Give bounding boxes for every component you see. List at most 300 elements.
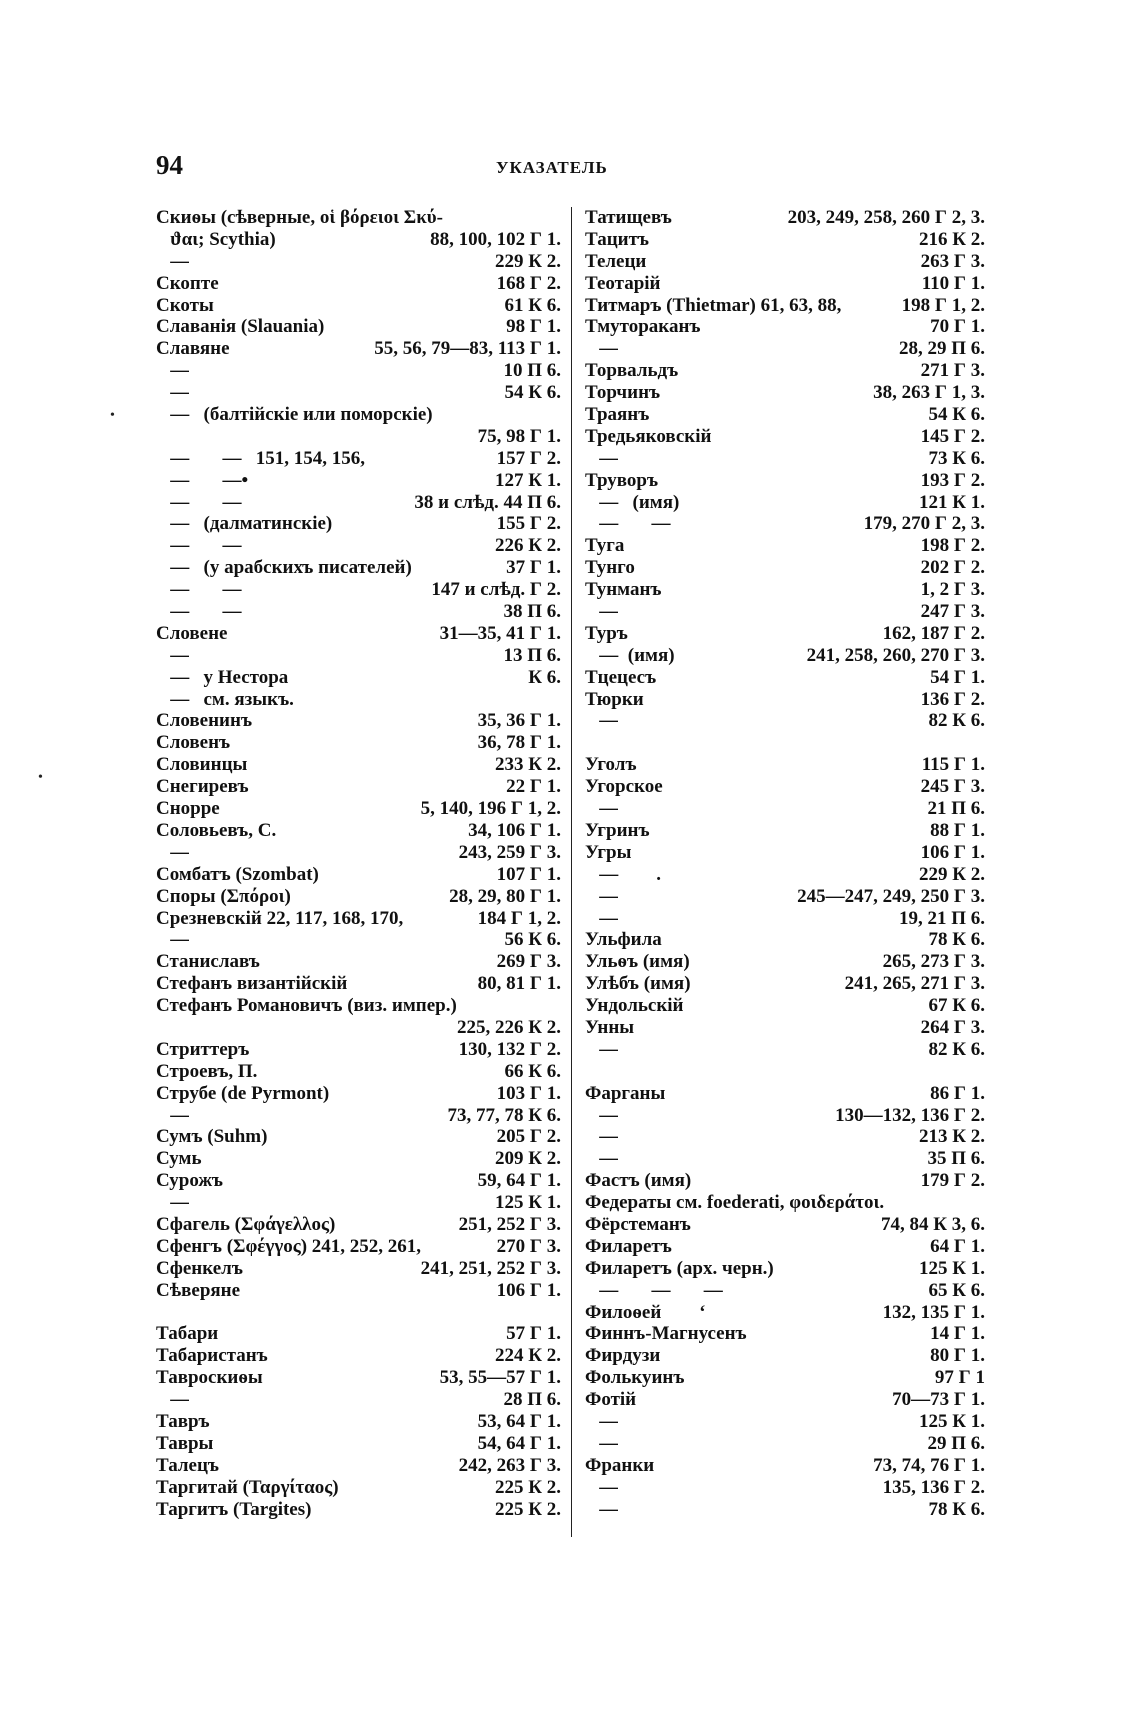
- entry-reference: 242, 263 Г 3.: [458, 1454, 561, 1476]
- entry-term: Угры: [585, 841, 632, 863]
- index-entry: [585, 798, 985, 820]
- entry-reference: 54 К 6.: [504, 382, 561, 404]
- entry-term: Татищевъ: [585, 207, 672, 228]
- index-entry: [156, 229, 561, 251]
- index-entry: [156, 273, 561, 295]
- index-entry: [156, 1170, 561, 1192]
- entry-term: — — —: [585, 1279, 723, 1301]
- index-entry: [156, 886, 561, 908]
- index-entry: [156, 513, 561, 535]
- entry-term: Соловьевъ, С.: [156, 819, 277, 841]
- entry-term: — (далматинскіе): [156, 513, 333, 535]
- entry-term: Филаретъ (арх. черн.): [585, 1257, 774, 1279]
- entry-term: —: [585, 1038, 619, 1060]
- entry-reference: 110 Г 1.: [921, 272, 985, 294]
- entry-reference: 106 Г 1.: [496, 1279, 561, 1301]
- entry-reference: 115 Г 1.: [921, 754, 985, 776]
- index-entry: [585, 1367, 985, 1389]
- entry-term: Сѣверяне: [156, 1279, 241, 1301]
- entry-reference: 35 П 6.: [927, 1148, 985, 1170]
- index-entry: [156, 579, 561, 601]
- entry-term: Филоѳей ‘: [585, 1301, 706, 1323]
- entry-term: Сфенкелъ: [156, 1257, 243, 1279]
- entry-reference: 229 К 2.: [494, 250, 561, 272]
- entry-term: Словене: [156, 622, 228, 644]
- index-entry: [585, 1258, 985, 1280]
- entry-term: Улѣбъ (имя): [585, 973, 691, 995]
- index-entry: [156, 1280, 561, 1302]
- entry-reference: 157 Г 2.: [496, 447, 561, 469]
- entry-term: —: [156, 644, 190, 666]
- entry-term: —: [156, 382, 190, 404]
- index-entry: [585, 776, 985, 798]
- index-entry: [585, 601, 985, 623]
- index-entry: [585, 382, 985, 404]
- index-entry: [585, 470, 985, 492]
- entry-reference: 168 Г 2.: [496, 272, 561, 294]
- entry-term: Сумъ (Suhm): [156, 1126, 268, 1148]
- entry-reference: 54 К 6.: [928, 404, 985, 426]
- entry-reference: 61 К 6.: [504, 294, 561, 316]
- entry-reference: 145 Г 2.: [920, 425, 985, 447]
- entry-term: —: [585, 338, 619, 360]
- entry-term: Тредьяковскій: [585, 425, 712, 447]
- index-entry: [156, 316, 561, 338]
- index-entry: [585, 754, 985, 776]
- entry-reference: 64 Г 1.: [930, 1235, 985, 1257]
- index-entry: [156, 645, 561, 667]
- index-entry: [585, 820, 985, 842]
- entry-reference: 53, 55—57 Г 1.: [439, 1367, 561, 1389]
- index-entry: [585, 1302, 985, 1324]
- entry-reference: 31—35, 41 Г 1.: [439, 622, 561, 644]
- entry-reference: 65 К 6.: [928, 1279, 985, 1301]
- entry-term: — (балтійскіе или поморскіе): [156, 404, 433, 426]
- entry-reference: 38 и слѣд. 44 П 6.: [414, 491, 561, 513]
- index-entry: [156, 1345, 561, 1367]
- entry-term: Сфагель (Σφάγελλος): [156, 1213, 336, 1235]
- index-entry: [156, 929, 561, 951]
- index-entry: [585, 1345, 985, 1367]
- entry-reference: 241, 258, 260, 270 Г 3.: [806, 644, 985, 666]
- index-entry: [585, 710, 985, 732]
- entry-reference: 241, 251, 252 Г 3.: [420, 1257, 561, 1279]
- entry-reference: 74, 84 К 3, 6.: [880, 1213, 985, 1235]
- entry-term: — —: [156, 535, 242, 557]
- entry-term: — —: [156, 601, 242, 623]
- entry-reference: 179, 270 Г 2, 3.: [863, 513, 985, 535]
- index-entry: [156, 1105, 561, 1127]
- entry-term: —: [585, 1126, 619, 1148]
- entry-term: Туга: [585, 535, 625, 557]
- entry-reference: 265, 273 Г 3.: [882, 951, 985, 973]
- entry-term: Тавры: [156, 1432, 214, 1454]
- entry-term: Филаретъ: [585, 1235, 672, 1257]
- entry-term: Сфенгъ (Σφέγγος) 241, 252, 261,: [156, 1235, 422, 1257]
- entry-term: Фёрстеманъ: [585, 1213, 691, 1235]
- entry-reference: 86 Г 1.: [930, 1082, 985, 1104]
- index-entry: [156, 1039, 561, 1061]
- entry-reference: 245—247, 249, 250 Г 3.: [797, 885, 985, 907]
- entry-reference: 269 Г 3.: [496, 951, 561, 973]
- entry-reference: 135, 136 Г 2.: [882, 1476, 985, 1498]
- index-entry: [585, 667, 985, 689]
- index-entry: [585, 579, 985, 601]
- entry-term: Словенинъ: [156, 710, 253, 732]
- entry-term: Строевъ, П.: [156, 1060, 258, 1082]
- index-entry: [585, 1083, 985, 1105]
- index-entry: [156, 448, 561, 470]
- entry-reference: 28, 29 П 6.: [898, 338, 985, 360]
- index-entry: [585, 1017, 985, 1039]
- entry-term: — — 151, 154, 156,: [156, 447, 365, 469]
- index-entry: [585, 1039, 985, 1061]
- entry-reference: 70—73 Г 1.: [892, 1389, 985, 1411]
- entry-reference: 57 Г 1.: [506, 1323, 561, 1345]
- index-entry: [585, 929, 985, 951]
- entry-reference: 229 К 2.: [918, 863, 985, 885]
- index-entry: [585, 513, 985, 535]
- entry-reference: 97 Г 1: [934, 1367, 985, 1389]
- entry-reference: 241, 265, 271 Г 3.: [844, 973, 985, 995]
- entry-reference: 10 П 6.: [503, 360, 561, 382]
- entry-term: Ундольскій: [585, 995, 684, 1017]
- index-entry: [156, 207, 561, 229]
- entry-term: Струбе (de Pyrmont): [156, 1082, 330, 1104]
- entry-term: —: [585, 1432, 619, 1454]
- entry-term: — —: [585, 513, 671, 535]
- index-entry: [585, 404, 985, 426]
- entry-term: Ульфила: [585, 929, 662, 951]
- entry-term: Тавръ: [156, 1410, 210, 1432]
- entry-reference: 130—132, 136 Г 2.: [835, 1104, 985, 1126]
- entry-term: Финнъ-Магнусенъ: [585, 1323, 747, 1345]
- entry-term: —: [585, 885, 619, 907]
- entry-term: Федераты см. foederati, φοιδεράτοι.: [585, 1192, 885, 1214]
- entry-reference: 264 Г 3.: [920, 1016, 985, 1038]
- index-entry: [156, 732, 561, 754]
- index-entry: [585, 426, 985, 448]
- entry-term: Славанія (Slauania): [156, 316, 325, 338]
- entry-reference: 13 П 6.: [503, 644, 561, 666]
- entry-reference: 245 Г 3.: [920, 776, 985, 798]
- index-entry: [156, 382, 561, 404]
- entry-reference: 225, 226 К 2.: [456, 1016, 561, 1038]
- entry-reference: 209 К 2.: [494, 1148, 561, 1170]
- index-entry: [585, 842, 985, 864]
- entry-term: Тцецесъ: [585, 666, 657, 688]
- index-entry: [156, 1477, 561, 1499]
- index-entry: [585, 1477, 985, 1499]
- index-entry: [585, 645, 985, 667]
- index-entry: [156, 776, 561, 798]
- index-entry: [156, 404, 561, 426]
- index-entry: [156, 601, 561, 623]
- index-entry: [156, 1061, 561, 1083]
- index-entry: [585, 1455, 985, 1477]
- entry-reference: 203, 249, 258, 260 Г 2, 3.: [787, 207, 985, 228]
- index-entry: [585, 689, 985, 711]
- entry-term: Фастъ (имя): [585, 1170, 692, 1192]
- entry-term: Труворъ: [585, 469, 659, 491]
- index-entry: [156, 798, 561, 820]
- entry-term: — —•: [156, 469, 249, 491]
- entry-reference: 127 К 1.: [494, 469, 561, 491]
- entry-term: —: [585, 1148, 619, 1170]
- entry-reference: 21 П 6.: [927, 798, 985, 820]
- entry-term: —: [585, 601, 619, 623]
- index-column-left: [156, 207, 561, 1520]
- index-entry: [585, 360, 985, 382]
- entry-reference: 28, 29, 80 Г 1.: [449, 885, 561, 907]
- entry-term: — —: [156, 491, 242, 513]
- entry-term: — см. языкъ.: [156, 688, 294, 710]
- entry-reference: 216 К 2.: [918, 228, 985, 250]
- entry-term: —: [585, 1104, 619, 1126]
- entry-reference: 29 П 6.: [927, 1432, 985, 1454]
- entry-reference: 59, 64 Г 1.: [477, 1170, 561, 1192]
- entry-reference: 193 Г 2.: [920, 469, 985, 491]
- index-entry: [585, 1214, 985, 1236]
- entry-reference: 106 Г 1.: [920, 841, 985, 863]
- entry-term: Срезневскій 22, 117, 168, 170,: [156, 907, 404, 929]
- entry-term: Скопте: [156, 272, 219, 294]
- entry-term: Фарганы: [585, 1082, 666, 1104]
- index-entry: [156, 1367, 561, 1389]
- entry-term: Телеци: [585, 250, 647, 272]
- index-entry: [156, 710, 561, 732]
- entry-term: Сумь: [156, 1148, 202, 1170]
- entry-reference: 155 Г 2.: [496, 513, 561, 535]
- entry-reference: 73, 77, 78 К 6.: [447, 1104, 561, 1126]
- index-entry: [156, 1083, 561, 1105]
- entry-reference: 55, 56, 79—83, 113 Г 1.: [374, 338, 561, 360]
- index-entry: [156, 908, 561, 930]
- entry-term: Табаристанъ: [156, 1345, 268, 1367]
- index-column-right: [585, 207, 985, 1520]
- entry-reference: 34, 106 Г 1.: [468, 819, 561, 841]
- entry-reference: 35, 36 Г 1.: [477, 710, 561, 732]
- index-entry: [585, 1126, 985, 1148]
- entry-term: Уголъ: [585, 754, 637, 776]
- index-entry: [585, 316, 985, 338]
- index-entry: [156, 864, 561, 886]
- entry-reference: 73 К 6.: [928, 447, 985, 469]
- entry-term: Табари: [156, 1323, 219, 1345]
- entry-term: Станиславъ: [156, 951, 260, 973]
- entry-term: —: [585, 447, 619, 469]
- entry-reference: 205 Г 2.: [496, 1126, 561, 1148]
- entry-reference: К 6.: [528, 666, 561, 688]
- entry-term: Фирдузи: [585, 1345, 661, 1367]
- entry-term: Словинцы: [156, 754, 248, 776]
- index-entry: [156, 338, 561, 360]
- index-entry: [585, 229, 985, 251]
- entry-term: Стефанъ византійскій: [156, 973, 348, 995]
- index-entry: [156, 492, 561, 514]
- index-entry: [156, 1499, 561, 1521]
- entry-reference: 184 Г 1, 2.: [477, 907, 561, 929]
- entry-term: —: [156, 1104, 190, 1126]
- stray-mark: •: [38, 770, 43, 785]
- entry-reference: 73, 74, 76 Г 1.: [873, 1454, 985, 1476]
- entry-term: —: [156, 1192, 190, 1214]
- entry-reference: 88 Г 1.: [930, 819, 985, 841]
- entry-term: — —: [156, 579, 242, 601]
- entry-reference: 224 К 2.: [494, 1345, 561, 1367]
- entry-term: Снегиревъ: [156, 776, 249, 798]
- entry-term: —: [585, 1410, 619, 1432]
- index-entry: [585, 338, 985, 360]
- entry-reference: 1, 2 Г 3.: [920, 579, 985, 601]
- index-entry: [585, 1389, 985, 1411]
- entry-reference: 36, 78 Г 1.: [477, 732, 561, 754]
- index-entry: [585, 908, 985, 930]
- index-entry: [156, 1148, 561, 1170]
- entry-term: Траянъ: [585, 404, 650, 426]
- index-entry: [585, 1323, 985, 1345]
- index-entry: [585, 1170, 985, 1192]
- index-entry: [585, 1411, 985, 1433]
- index-entry: [156, 1389, 561, 1411]
- entry-term: Фолькуинъ: [585, 1367, 685, 1389]
- entry-term: Сомбатъ (Szombat): [156, 863, 319, 885]
- index-entry: [585, 273, 985, 295]
- entry-term: — (имя): [585, 644, 675, 666]
- entry-reference: 179 Г 2.: [920, 1170, 985, 1192]
- index-entry: [156, 754, 561, 776]
- entry-reference: 125 К 1.: [494, 1192, 561, 1214]
- entry-reference: 103 Г 1.: [496, 1082, 561, 1104]
- entry-term: Тмуторaканъ: [585, 316, 701, 338]
- entry-reference: 5, 140, 196 Г 1, 2.: [420, 798, 561, 820]
- index-entry: [156, 623, 561, 645]
- index-entry: [585, 251, 985, 273]
- index-entry: [156, 360, 561, 382]
- entry-term: —: [156, 929, 190, 951]
- entry-term: —: [156, 841, 190, 863]
- entry-term: —: [156, 1389, 190, 1411]
- entry-reference: 213 К 2.: [918, 1126, 985, 1148]
- entry-term: —: [585, 798, 619, 820]
- page-number: 94: [156, 150, 183, 180]
- entry-term: Стриттеръ: [156, 1038, 250, 1060]
- entry-term: Угринъ: [585, 819, 650, 841]
- index-entry: [156, 973, 561, 995]
- entry-reference: 132, 135 Г 1.: [882, 1301, 985, 1323]
- entry-reference: 82 К 6.: [928, 710, 985, 732]
- index-entry: [156, 995, 561, 1017]
- entry-reference: 66 К 6.: [504, 1060, 561, 1082]
- entry-term: —: [585, 1498, 619, 1520]
- running-head: УКАЗАТЕЛЬ: [496, 158, 608, 177]
- index-entry: [156, 842, 561, 864]
- index-entry: [585, 448, 985, 470]
- entry-reference: 82 К 6.: [928, 1038, 985, 1060]
- index-entry: [156, 1126, 561, 1148]
- entry-term: —: [156, 250, 190, 272]
- index-entry: [585, 1236, 985, 1258]
- entry-term: Торчинъ: [585, 382, 661, 404]
- entry-reference: 107 Г 1.: [496, 863, 561, 885]
- index-entry: [156, 1323, 561, 1345]
- entry-reference: 263 Г 3.: [920, 250, 985, 272]
- entry-reference: 22 Г 1.: [506, 776, 561, 798]
- index-entry: [585, 995, 985, 1017]
- entry-term: —: [585, 907, 619, 929]
- entry-reference: 198 Г 2.: [920, 535, 985, 557]
- index-entry: [156, 1411, 561, 1433]
- entry-term: Фотій: [585, 1389, 637, 1411]
- entry-reference: 28 П 6.: [503, 1389, 561, 1411]
- entry-term: Титмаръ (Thietmar) 61, 63, 88,: [585, 294, 842, 316]
- entry-reference: 136 Г 2.: [920, 688, 985, 710]
- index-entry: [156, 251, 561, 273]
- page-header: [156, 150, 916, 190]
- entry-term: ϑαι; Scythia): [156, 228, 276, 250]
- index-entry: [585, 1499, 985, 1521]
- entry-reference: 270 Г 3.: [496, 1235, 561, 1257]
- entry-term: Сурожъ: [156, 1170, 223, 1192]
- index-entry: [156, 689, 561, 711]
- index-entry: [156, 820, 561, 842]
- index-entry: [585, 1433, 985, 1455]
- entry-term: Туръ: [585, 622, 628, 644]
- entry-term: Скиѳы (сѣверные, οἱ βόρειοι Σκύ-: [156, 207, 443, 228]
- column-divider: [571, 207, 572, 1537]
- entry-reference: 75, 98 Г 1.: [477, 425, 561, 447]
- entry-term: Тюрки: [585, 688, 644, 710]
- index-entry: [156, 470, 561, 492]
- entry-reference: 121 К 1.: [918, 491, 985, 513]
- entry-reference: 225 К 2.: [494, 1476, 561, 1498]
- index-entry: [156, 667, 561, 689]
- entry-reference: 226 К 2.: [494, 535, 561, 557]
- index-entry: [156, 1433, 561, 1455]
- entry-reference: 198 Г 1, 2.: [901, 294, 985, 316]
- entry-term: Тацитъ: [585, 228, 650, 250]
- entry-term: Стефанъ Романовичъ (виз. импер.): [156, 995, 457, 1017]
- entry-reference: 202 Г 2.: [920, 557, 985, 579]
- entry-reference: 98 Г 1.: [506, 316, 561, 338]
- index-entry: [585, 864, 985, 886]
- entry-reference: 78 К 6.: [928, 1498, 985, 1520]
- entry-term: — (у арабскихъ писателей): [156, 557, 412, 579]
- index-entry: [585, 623, 985, 645]
- entry-reference: 67 К 6.: [928, 995, 985, 1017]
- entry-term: —: [156, 360, 190, 382]
- entry-term: Снорре: [156, 798, 220, 820]
- index-entry: [585, 1148, 985, 1170]
- entry-reference: 233 К 2.: [494, 754, 561, 776]
- entry-term: — .: [585, 863, 661, 885]
- entry-reference: 78 К 6.: [928, 929, 985, 951]
- entry-reference: 130, 132 Г 2.: [458, 1038, 561, 1060]
- stray-mark: •: [110, 408, 115, 423]
- entry-reference: 125 К 1.: [918, 1410, 985, 1432]
- entry-reference: 54, 64 Г 1.: [477, 1432, 561, 1454]
- entry-reference: 251, 252 Г 3.: [458, 1213, 561, 1235]
- index-entry: [156, 557, 561, 579]
- entry-reference: 14 Г 1.: [930, 1323, 985, 1345]
- entry-reference: 88, 100, 102 Г 1.: [430, 228, 561, 250]
- index-entry: [156, 295, 561, 317]
- entry-term: Талецъ: [156, 1454, 219, 1476]
- index-entry: [585, 1105, 985, 1127]
- entry-term: Тунго: [585, 557, 635, 579]
- index-entry: [585, 535, 985, 557]
- entry-term: Унны: [585, 1016, 635, 1038]
